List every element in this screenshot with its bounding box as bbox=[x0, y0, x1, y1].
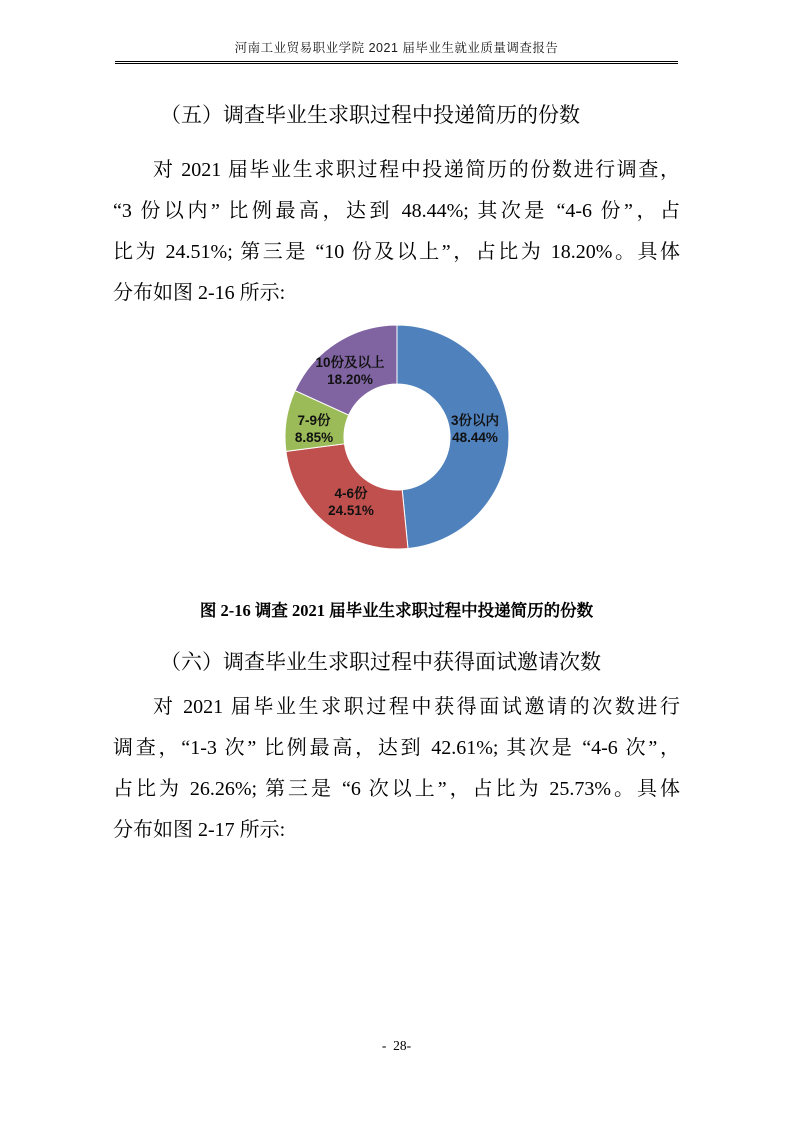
paragraph-1 bbox=[113, 150, 680, 314]
paragraph-line: 占比为 26.26%; 第三是 “6 次以上”，占比为 25.73%。具体 bbox=[113, 778, 680, 800]
paragraph-line: 调查，“1-3 次” 比例最高，达到 42.61%; 其次是 “4-6 次”， bbox=[113, 737, 680, 759]
section-heading-5: （五）调查毕业生求职过程中投递简历的份数 bbox=[160, 103, 580, 127]
paragraph-line: 对 2021 届毕业生求职过程中投递简历的份数进行调查， bbox=[153, 159, 680, 181]
slice-value: 18.20% bbox=[327, 372, 373, 387]
slice-category: 10份及以上 bbox=[315, 355, 385, 370]
paragraph-2 bbox=[113, 687, 680, 851]
slice-category: 7-9份 bbox=[297, 413, 331, 428]
slice-category: 4-6份 bbox=[334, 486, 368, 501]
figure-caption: 图 2-16 调查 2021 届毕业生求职过程中投递简历的份数 bbox=[199, 601, 594, 620]
slice-label-0 bbox=[410, 412, 540, 446]
donut-chart bbox=[240, 315, 560, 565]
paragraph-line: 分布如图 2-17 所示: bbox=[113, 819, 286, 841]
paragraph-line: 分布如图 2-16 所示: bbox=[113, 282, 286, 304]
running-header bbox=[115, 40, 678, 64]
paragraph-line: 对 2021 届毕业生求职过程中获得面试邀请的次数进行 bbox=[153, 696, 680, 718]
slice-value: 8.85% bbox=[294, 430, 334, 445]
slice-value: 24.51% bbox=[328, 503, 374, 518]
slice-category: 3份以内 bbox=[450, 413, 499, 428]
slice-label-3 bbox=[285, 354, 415, 388]
report-title: 河南工业贸易职业学院 2021 届毕业生就业质量调查报告 bbox=[234, 41, 559, 55]
paragraph-line: “3 份以内” 比例最高，达到 48.44%; 其次是 “4-6 份”，占 bbox=[113, 200, 680, 222]
slice-value: 48.44% bbox=[452, 430, 498, 445]
slice-label-2 bbox=[249, 412, 379, 446]
section-heading-6: （六）调查毕业生求职过程中获得面试邀请次数 bbox=[160, 650, 601, 674]
slice-label-1 bbox=[286, 485, 416, 519]
paragraph-line: 比为 24.51%; 第三是 “10 份及以上”，占比为 18.20%。具体 bbox=[113, 241, 680, 263]
page-number: - 28- bbox=[381, 1038, 412, 1053]
